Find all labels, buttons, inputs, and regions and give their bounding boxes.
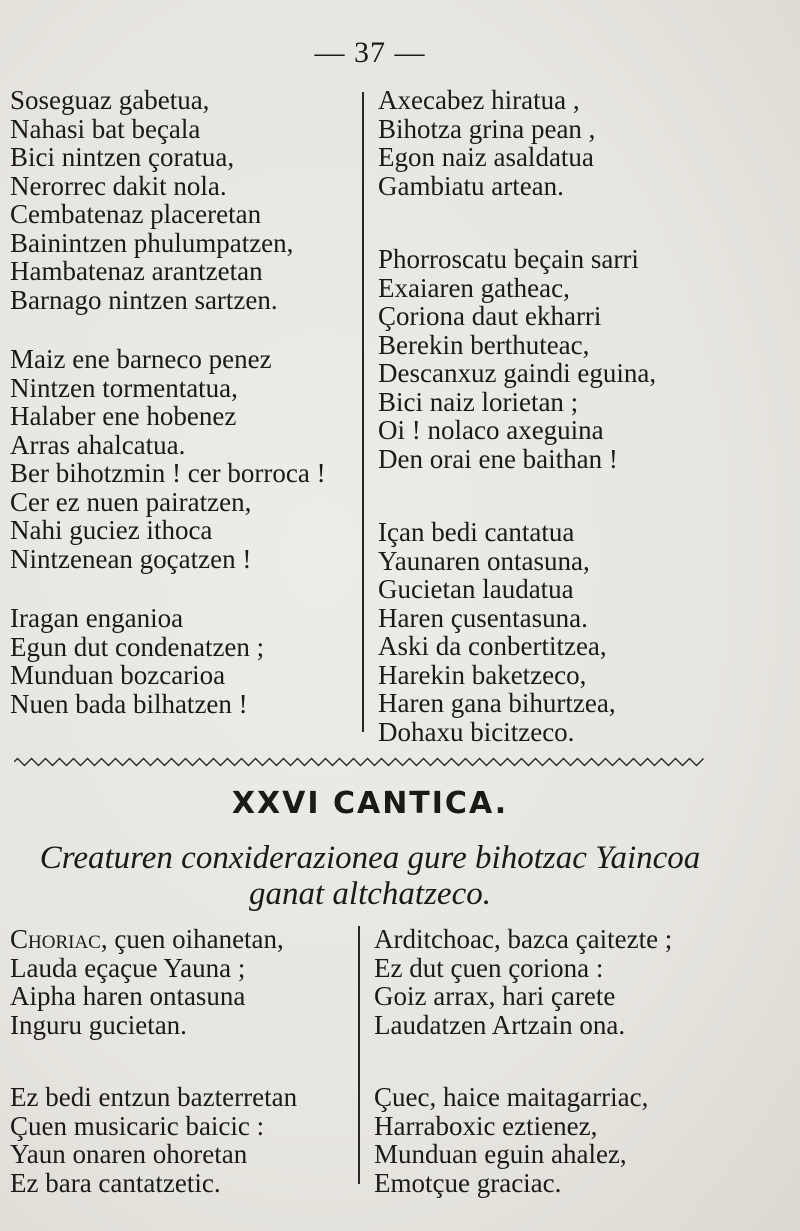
verse-line: Munduan eguin ahalez, [374,1139,627,1169]
verse-line: Yaunaren ontasuna, [378,545,590,576]
verse-line: Nintzenean goçatzen ! [10,543,252,574]
verse-line: Gambiatu artean. [378,170,564,201]
verse-line: Egon naiz asaldatua [378,142,594,172]
verse-line-first [10,925,297,954]
verse-line: Dohaxu bicitzeco. [378,716,575,747]
verse-line: Nahasi bat beçala [10,113,201,144]
poem-column-left [10,86,326,718]
stanza-right-3 [378,518,656,746]
verse-line: Yaun onaren ohoretan [10,1139,248,1169]
ornamental-wave-divider [14,757,704,767]
drop-word: Choriac, [10,924,108,954]
verse-line: Çoriona daut ekharri [378,301,602,331]
verse-line: Çuen musicaric baicic : [10,1110,265,1141]
verse-line: Exaiaren gatheac, [378,272,570,303]
verse-line: Halaber ene hobenez [10,401,237,431]
verse-line: Inguru gucietan. [10,1009,187,1040]
verse-line: Ez dut çuen çoriona : [374,952,604,983]
column-divider [362,92,364,732]
verse-line: Ez bara cantatzetic. [10,1167,221,1198]
verse-line: Laudatzen Artzain ona. [374,1009,626,1040]
subtitle-line-2: ganat altchatzeco. [249,876,491,912]
verse-line: Gucietan laudatua [378,574,574,604]
song-stanza-right-1 [374,925,672,1039]
stanza-right-1 [378,86,656,200]
verse-line: Ber bihotzmin ! cer borroca ! [10,458,326,488]
verse-line: Nuen bada bilhatzen ! [10,688,248,719]
verse-line: Lauda eçaçue Yauna ; [10,952,246,983]
verse-line: Oi ! nolaco axeguina [378,415,604,445]
verse-line: Nahi guciez ithoca [10,515,213,545]
verse-line: Cer ez nuen pairatzen, [10,486,252,517]
verse-line: Aipha haren ontasuna [10,981,246,1011]
verse-line: Nintzen tormentatua, [10,372,238,403]
verse-line: Iragan enganioa [10,603,184,633]
verse-line: Çuec, haice maitagarriac, [374,1082,649,1112]
verse-line: Egun dut condenatzen ; [10,631,265,662]
verse-line: Goiz arrax, hari çarete [374,981,616,1011]
verse-line: Cembatenaz placeretan [10,199,262,229]
verse-line: Munduan bozcarioa [10,660,226,690]
verse-line: Emotçue graciac. [374,1167,562,1198]
verse-line: Içan bedi cantatua [378,517,575,547]
verse-line: Bainintzen phulumpatzen, [10,227,294,258]
subtitle-line-1: Creaturen conxiderazionea gure bihotzac Yaincoa [39,840,701,876]
verse-line: Phorroscatu beçain sarri [378,244,639,274]
stanza-right-2 [378,245,656,473]
song-column-right [374,925,672,1197]
verse-line: Arras ahalcatua. [10,429,186,460]
verse-line: Nerorrec dakit nola. [10,170,227,201]
song-stanza-left-1 [10,925,297,1039]
verse-line: Haren gana bihurtzea, [378,688,616,718]
verse-line: Harekin baketzeco, [378,659,587,690]
song-stanza-left-2 [10,1083,297,1197]
verse-line: Barnago nintzen sartzen. [10,284,278,315]
verse-line: Bihotza grina pean , [378,113,596,144]
verse-line: Descanxuz gaindi eguina, [378,358,657,388]
song-column-left [10,925,297,1197]
verse-line: Den orai ene baithan ! [378,443,618,474]
poem-column-right [378,86,656,746]
verse-line: Bici naiz lorietan ; [378,386,579,417]
stanza-left-1 [10,86,326,314]
stanza-left-2 [10,345,326,573]
verse-line: Bici nintzen çoratua, [10,142,235,172]
verse-line: Ez bedi entzun bazterretan [10,1082,298,1112]
section-heading: XXVI CANTICA. [231,786,509,821]
page-number: — 37 — [314,36,426,69]
verse-line: Arditchoac, bazca çaitezte ; [374,924,673,954]
verse-line: Berekin berthuteac, [378,329,590,360]
verse-line: Soseguaz gabetua, [10,85,210,115]
verse-line: Axecabez hiratua , [378,85,580,115]
verse-line: Aski da conbertitzea, [378,631,607,661]
verse-line: Harraboxic eztienez, [374,1110,598,1141]
verse-line: Haren çusentasuna. [378,602,588,633]
verse-line: Maiz ene barneco penez [10,344,272,374]
stanza-left-3 [10,604,326,718]
verse-line-rest: çuen oihanetan, [107,924,284,954]
verse-line: Hambatenaz arantzetan [10,256,263,286]
song-stanza-right-2 [374,1083,672,1197]
column-divider-lower [358,926,360,1184]
